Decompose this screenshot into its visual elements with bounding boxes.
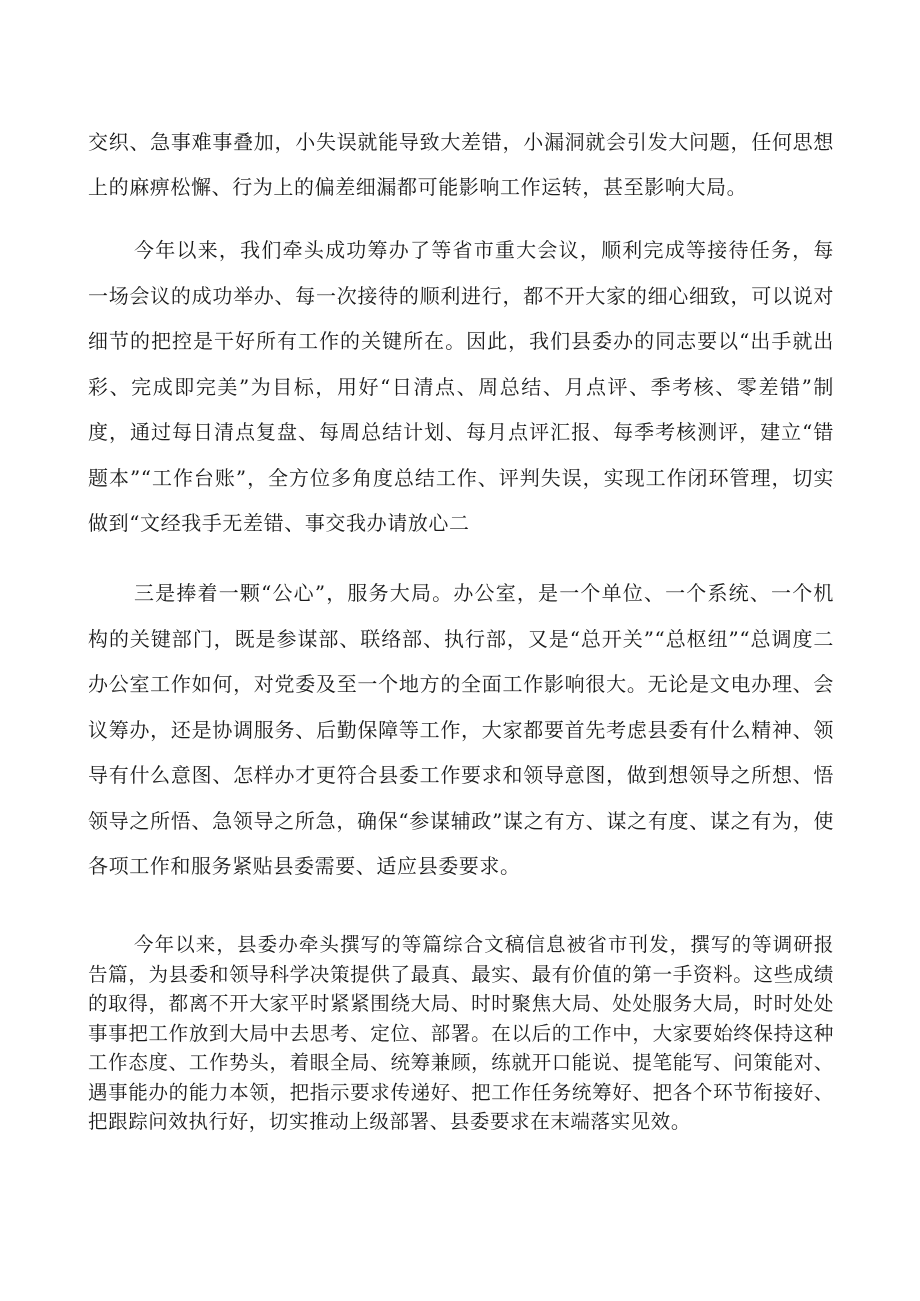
paragraph-public-heart: 三是捧着一颗“公心”，服务大局。办公室，是一个单位、一个系统、一个机构的关键部门，既是参谋部、联络部、执行部，又是“总开关”“总枢纽”“总调度二办公室工作如何，对党委及至一个地方的全面工作影响很大。无论是文电办理、会议筹办，还是协调服务、后勤保障等工作，大家都要首先考虑县委有什么精神、领导有什么意图、怎样办才更符合县委工作要求和领导意图，做到想领导之所想、悟领导之所悟、急领导之所急，确保“参谋辅政”谋之有方、谋之有度、谋之有为，使各项工作和服务紧贴县委需要、适应县委要求。 <box>88 581 834 878</box>
paragraph-meetings: 今年以来，我们牵头成功筹办了等省市重大会议，顺利完成等接待任务，每一场会议的成功举办、每一次接待的顺利进行，都不开大家的细心细致，可以说对细节的把控是干好所有工作的关键所在。因此，我们县委办的同志要以“出手就出彩、完成即完美”为目标，用好“日清点、周总结、月点评、季考核、零差错”制度，通过每日清点复盘、每周总结计划、每月点评汇报、每季考核测评，建立“错题本”“工作台账”，全方位多角度总结工作、评判失误，实现工作闭环管理，切实做到“文经我手无差错、事交我办请放心二 <box>88 238 834 535</box>
paragraph-writing-achievements: 今年以来，县委办牵头撰写的等篇综合文稿信息被省市刊发，撰写的等调研报告篇，为县委和领导科学决策提供了最真、最实、最有价值的第一手资料。这些成绩的取得，都离不开大家平时紧紧围绕大局、时时聚焦大局、处处服务大局，时时处处事事把工作放到大局中去思考、定位、部署。在以后的工作中，大家要始终保持这种工作态度、工作势头，着眼全局、统筹兼顾，练就开口能说、提笔能写、问策能对、遇事能办的能力本领，把指示要求传递好、把工作任务统筹好、把各个环节衔接好、把跟踪问效执行好，切实推动上级部署、县委要求在末端落实见效。 <box>88 933 834 1133</box>
paragraph-continuation: 交织、急事难事叠加，小失误就能导致大差错，小漏洞就会引发大问题，任何思想上的麻痹松懈、行为上的偏差细漏都可能影响工作运转，甚至影响大局。 <box>88 130 834 199</box>
